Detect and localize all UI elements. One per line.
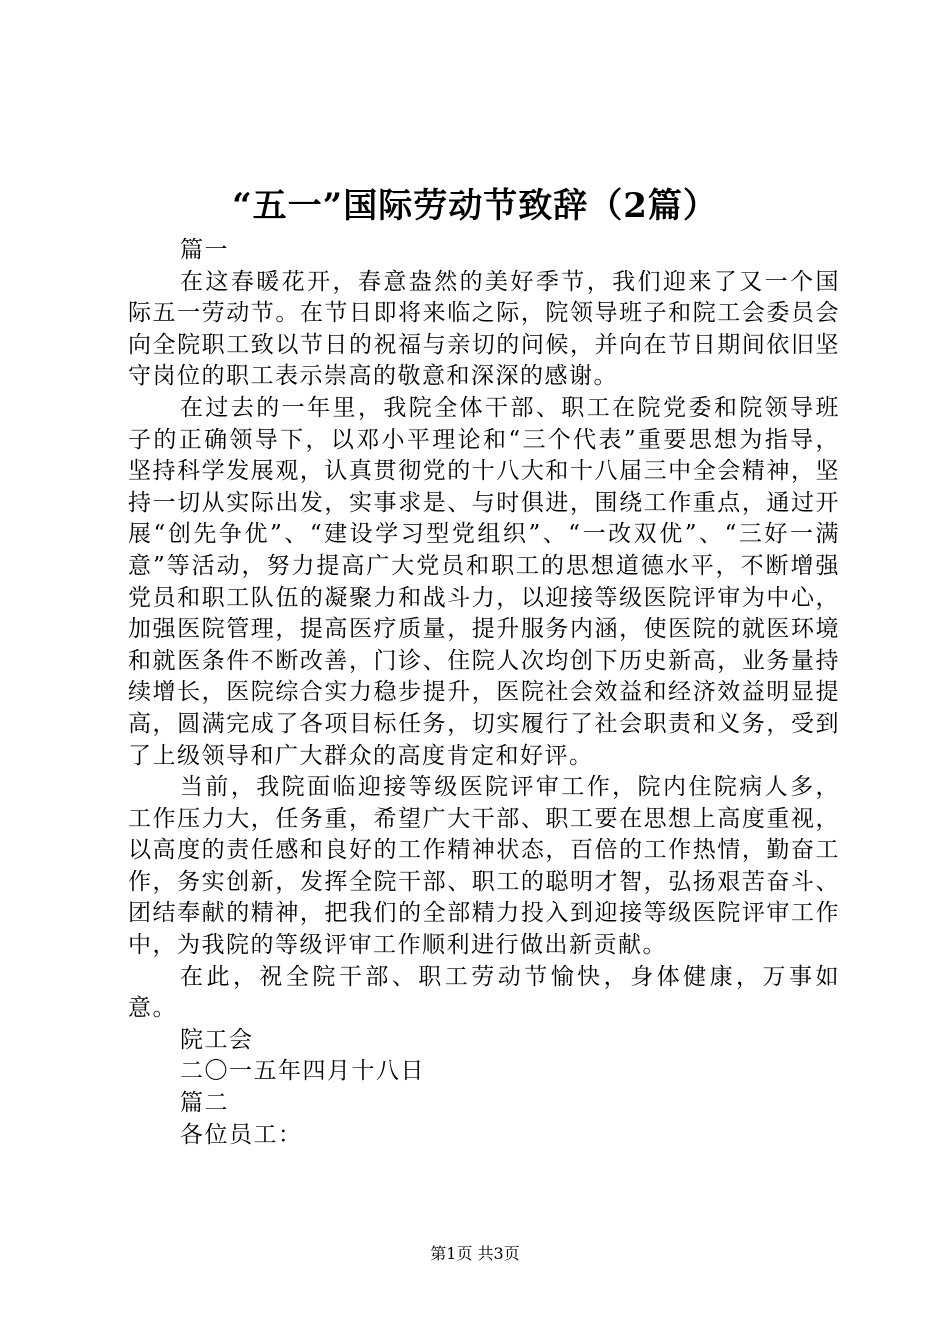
document-body	[128, 235, 840, 1151]
section-heading-1: 篇一	[180, 237, 229, 263]
paragraph-4: 在此，祝全院干部、职工劳动节愉快，身体健康，万事如意。	[128, 963, 840, 1022]
paragraph-3: 当前，我院面临迎接等级医院评审工作，院内住院病人多，工作压力大，任务重，希望广大干部、职工要在思想上高度重视，以高度的责任感和良好的工作精神状态，百倍的工作热情，勤奋工作，务实创新，发挥全院干部、职工的聪明才智，弘扬艰苦奋斗、团结奉献的精神，把我们的全部精力投入到迎接等级医院评审工作中，为我院的等级评审工作顺利进行做出新贡献。	[128, 774, 840, 959]
page-footer: 第1页 共3页	[430, 1244, 520, 1263]
signature: 院工会	[180, 1026, 254, 1053]
section-heading-2: 篇二	[180, 1090, 229, 1117]
date-line: 二〇一五年四月十八日	[180, 1058, 425, 1085]
paragraph-1: 在这春暖花开，春意盎然的美好季节，我们迎来了又一个国际五一劳动节。在节日即将来临之际，院领导班子和院工会委员会向全院职工致以节日的祝福与亲切的问候，并向在节日期间依旧坚守岗位的职工表示崇高的敬意和深深的感谢。	[128, 268, 840, 390]
salutation: 各位员工：	[180, 1121, 303, 1148]
paragraph-2: 在过去的一年里，我院全体干部、职工在院党委和院领导班子的正确领导下，以邓小平理论和“三个代表”重要思想为指导，坚持科学发展观，认真贯彻党的十八大和十八届三中全会精神，坚持一切从实际出发，实事求是、与时俱进，围绕工作重点，通过开展“创先争优”、“建设学习型党组织”、“一改双优”、“三好一满意”等活动，努力提高广大党员和职工的思想道德水平，不断增强党员和职工队伍的凝聚力和战斗力，以迎接等级医院评审为中心，加强医院管理，提高医疗质量，提升服务内涵，使医院的就医环境和就医条件不断改善，门诊、住院人次均创下历史新高，业务量持续增长，医院综合实力稳步提升，医院社会效益和经济效益明显提高，圆满完成了各项目标任务，切实履行了社会职责和义务，受到了上级领导和广大群众的高度肯定和好评。	[128, 394, 840, 769]
document-title: “五一”国际劳动节致辞（2篇）	[232, 186, 718, 226]
